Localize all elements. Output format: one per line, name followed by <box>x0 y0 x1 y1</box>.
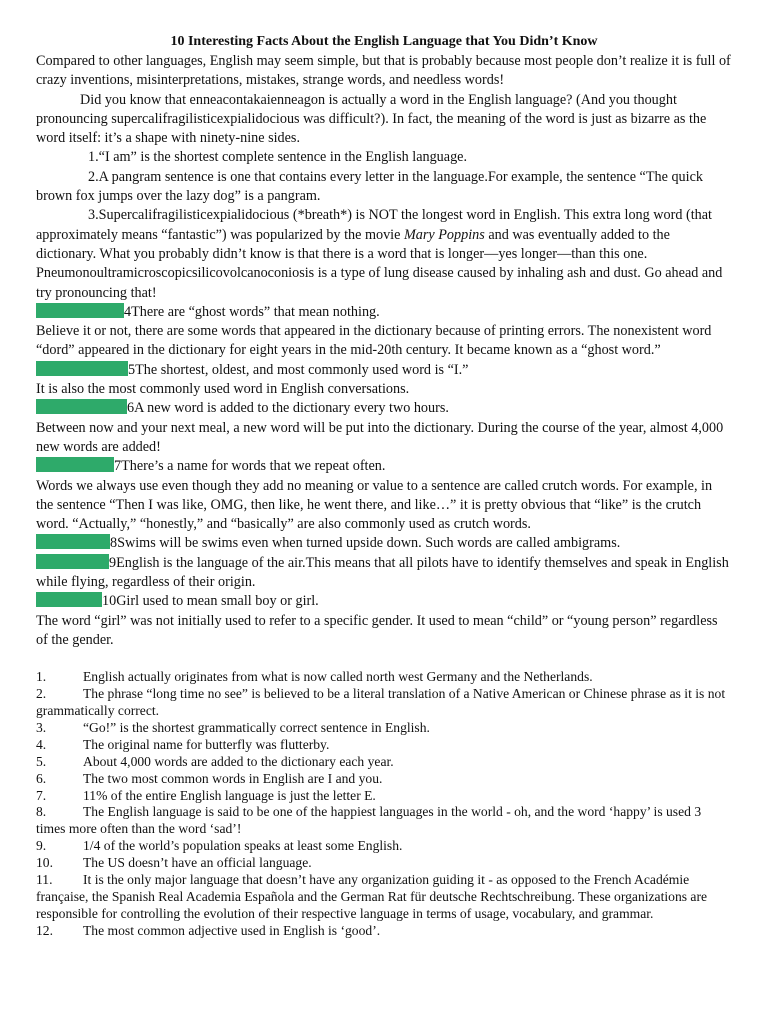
fact-heading: A new word is added to the dictionary every two hours. <box>134 400 449 417</box>
highlight-bar <box>36 592 102 607</box>
fact-3-text-a: 3.Supercalifragilisticexpialidocious (*breath*) is NOT the longest word in English. This extra long word (that approximately means “fantastic”) was popularized by the movie <box>36 207 712 243</box>
list-text: The most common adjective used in English is ‘good’. <box>83 922 381 938</box>
fact-heading: There’s a name for words that we repeat often. <box>121 458 386 475</box>
list-text: The phrase “long time no see” is believed to be a literal translation of a Native American or Chinese phrase as it is not grammatically correct. <box>36 686 726 719</box>
fact-7 <box>36 457 732 534</box>
list-number: 9. <box>36 838 47 854</box>
fact-4 <box>36 303 732 361</box>
list-text: 1/4 of the world’s population speaks at least some English. <box>83 838 403 854</box>
list-item <box>36 771 732 788</box>
fact-number: 4 <box>124 303 132 320</box>
fact-heading: Swims will be swims even when turned upside down. Such words are called ambigrams. <box>117 535 621 552</box>
fact-3-text-b: and was eventually added to the dictionary. What you probably didn’t know is that there is a word that is longer—yes longer—than this one. Pneumonoultramicroscopicsilicovolcanoconiosis is a type of lung disease caused by inhaling ash and dust. Go ahead and try pronouncing that! <box>36 226 723 301</box>
fact-number: 9 <box>109 554 117 571</box>
fact-heading: There are “ghost words” that mean nothing. <box>131 303 380 320</box>
list-text: About 4,000 words are added to the dictionary each year. <box>83 753 394 769</box>
fact-body: It is also the most commonly used word in English conversations. <box>36 381 410 398</box>
intro-paragraph: Compared to other languages, English may seem simple, but that is probably because most people don’t realize it is full of crazy inventions, misinterpretations, mistakes, strange words, and needless words! <box>36 53 731 89</box>
list-number: 10. <box>36 855 53 871</box>
fact-number: 7 <box>114 458 122 475</box>
list-item <box>36 686 732 720</box>
list-number: 8. <box>36 804 47 820</box>
fact-heading: Girl used to mean small boy or girl. <box>116 593 319 610</box>
list-item <box>36 720 732 737</box>
list-item <box>36 923 732 940</box>
document-title: 10 Interesting Facts About the English Language that You Didn’t Know <box>170 34 598 49</box>
fact-number: 5 <box>128 361 136 378</box>
fact-6 <box>36 399 732 457</box>
list-text: The original name for butterfly was flutterby. <box>83 736 330 752</box>
fact-1: 1.“I am” is the shortest complete sentence in the English language. <box>88 149 468 166</box>
fact-heading: The shortest, oldest, and most commonly used word is “I.” <box>135 361 469 378</box>
list-text: The English language is said to be one of the happiest languages in the world - oh, and the word ‘happy’ is used 3 times more often than the word ‘sad’! <box>36 804 702 837</box>
list-number: 3. <box>36 719 47 735</box>
list-number: 11. <box>36 872 53 888</box>
fact-3 <box>36 206 732 302</box>
fact-5 <box>36 361 732 400</box>
list-text: It is the only major language that doesn’t have any organization guiding it - as opposed to the French Académie française, the Spanish Real Academia Española and the German Rat für deutsche Rechtschreibung. These organizations are responsible for controlling the evolution of their respective language in terms of usage, vocabulary, and grammar. <box>36 872 708 921</box>
list-text: 11% of the entire English language is just the letter E. <box>83 787 376 803</box>
list-number: 5. <box>36 753 47 769</box>
fact-10 <box>36 592 732 650</box>
list-number: 2. <box>36 686 47 702</box>
highlight-bar <box>36 534 110 549</box>
list-text: “Go!” is the shortest grammatically correct sentence in English. <box>83 719 430 735</box>
intro-paragraph-2: Did you know that enneacontakaienneagon is actually a word in the English language? (And you thought pronouncing supercalifragilisticexpialidocious was difficult?). In fact, the meaning of the word is just as bizarre as the word itself: it’s a shape with ninety-nine sides. <box>36 91 707 147</box>
list-number: 1. <box>36 669 47 685</box>
highlight-bar <box>36 361 128 376</box>
fact-2: 2.A pangram sentence is one that contains every letter in the language.For example, the sentence “The quick brown fox jumps over the lazy dog” is a pangram. <box>36 168 703 205</box>
list-number: 4. <box>36 736 47 752</box>
fact-number: 8 <box>110 535 118 552</box>
fact-8 <box>36 534 732 553</box>
fact-heading: English is the language of the air.This means that all pilots have to identify themselves and speak in English while flying, regardless of their origin. <box>36 554 729 591</box>
list-text: English actually originates from what is now called north west Germany and the Netherlands. <box>83 669 593 685</box>
list-item <box>36 855 732 872</box>
fact-body: Between now and your next meal, a new word will be put into the dictionary. During the course of the year, almost 4,000 new words are added! <box>36 419 724 455</box>
fact-body: The word “girl” was not initially used to refer to a specific gender. It used to mean “child” or “young person” regardless of the gender. <box>36 612 718 648</box>
list-text: The two most common words in English are I and you. <box>83 770 383 786</box>
list-item <box>36 872 732 923</box>
list-number: 12. <box>36 922 53 938</box>
highlight-bar <box>36 303 124 318</box>
document-page <box>36 33 732 940</box>
fact-number: 10 <box>102 593 117 610</box>
fact-body: Words we always use even though they add no meaning or value to a sentence are called crutch words. For example, in the sentence “Then I was like, OMG, then like, he went there, and like…” it is pretty obvious that “like” is the crutch word. “Actually,” “honestly,” and “basically” are also commonly used as crutch words. <box>36 477 713 533</box>
list-item <box>36 669 732 686</box>
highlight-bar <box>36 399 127 414</box>
list-item <box>36 804 732 838</box>
highlight-bar <box>36 554 109 569</box>
list-number: 6. <box>36 770 47 786</box>
list-item <box>36 754 732 771</box>
fact-body: Believe it or not, there are some words that appeared in the dictionary because of printing errors. The nonexistent word “dord” appeared in the dictionary for eight years in the mid-20th century. It became known as a “ghost word.” <box>36 323 712 359</box>
list-item <box>36 838 732 855</box>
list-number: 7. <box>36 787 47 803</box>
list-item <box>36 788 732 805</box>
fact-9 <box>36 554 732 593</box>
spacer <box>36 650 732 669</box>
numbered-list <box>36 669 732 940</box>
highlight-bar <box>36 457 114 472</box>
fact-3-movie: Mary Poppins <box>403 226 485 243</box>
list-text: The US doesn’t have an official language. <box>83 855 312 871</box>
fact-number: 6 <box>127 400 135 417</box>
list-item <box>36 737 732 754</box>
